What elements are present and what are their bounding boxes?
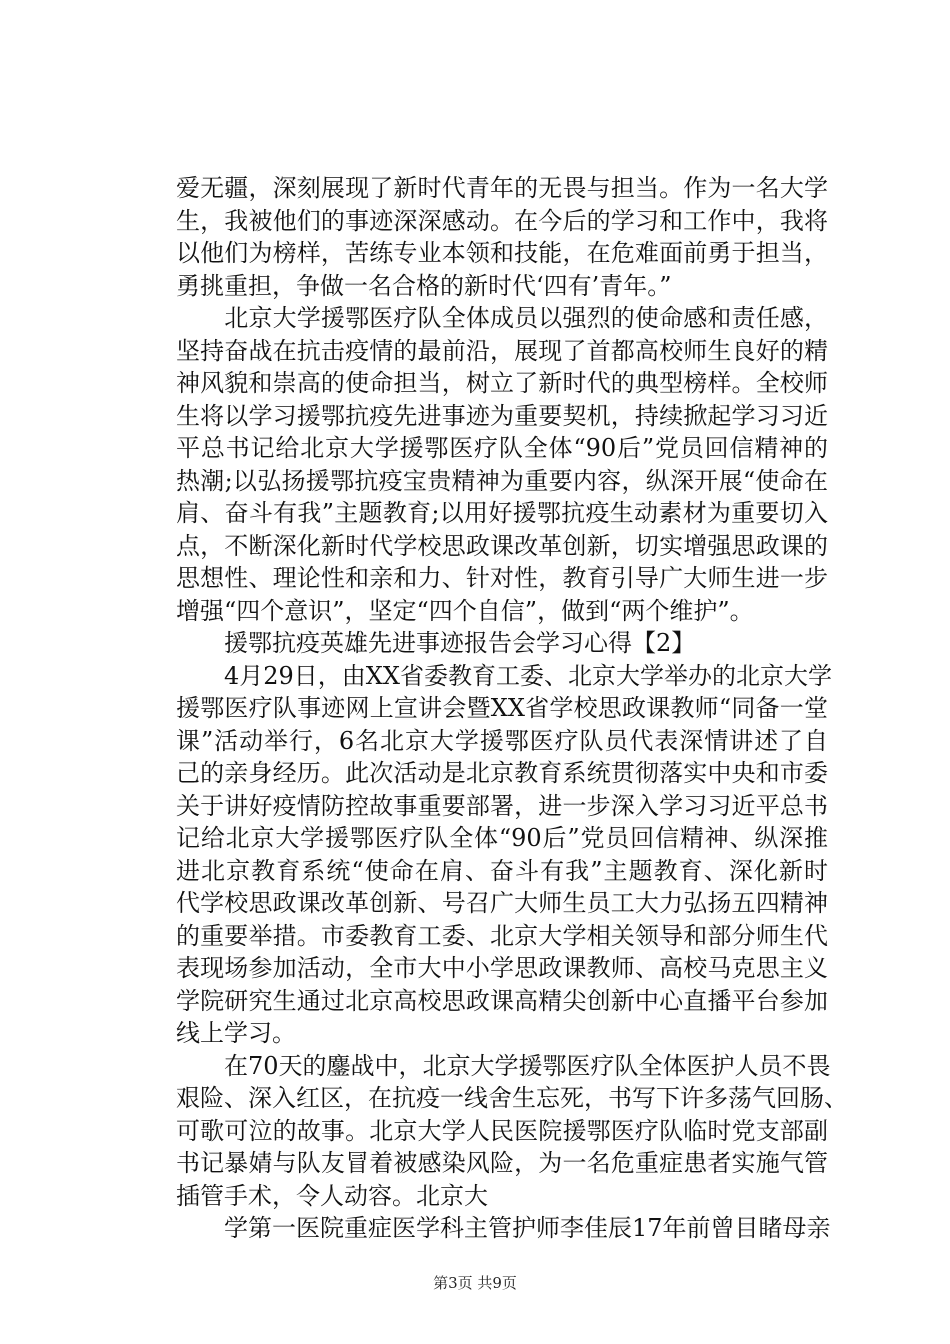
text-line: 北京大学援鄂医疗队全体成员以强烈的使命感和责任感， (176, 304, 828, 332)
text-line: 生将以学习援鄂抗疫先进事迹为重要契机，持续掀起学习习近 (176, 401, 828, 430)
page-footer: 第3页 共9页 (433, 1274, 517, 1292)
text-line: 记给北京大学援鄂医疗队全体“90后”党员回信精神、纵深推 (176, 824, 828, 852)
text-line: 艰险、深入红区，在抗疫一线舍生忘死，书写下许多荡气回肠、 (176, 1084, 848, 1112)
text-line: 生，我被他们的事迹深深感动。在今后的学习和工作中，我将 (176, 206, 828, 235)
text-line: 在70天的鏖战中，北京大学援鄂医疗队全体医护人员不畏 (176, 1051, 831, 1080)
section-heading: 援鄂抗疫英雄先进事迹报告会学习心得【2】 (176, 629, 696, 657)
text-line: 坚持奋战在抗击疫情的最前沿，展现了首都高校师生良好的精 (176, 336, 828, 365)
text-line: 线上学习。 (176, 1019, 296, 1047)
text-line: 爱无疆，深刻展现了新时代青年的无畏与担当。作为一名大学 (176, 174, 828, 202)
text-line: 书记暴婧与队友冒着被感染风险，为一名危重症患者实施气管 (176, 1149, 828, 1177)
text-line: 援鄂医疗队事迹网上宣讲会暨XX省学校思政课教师“同备一堂 (176, 694, 828, 722)
text-line: 4月29日，由XX省委教育工委、北京大学举办的北京大学 (176, 661, 832, 690)
text-line: 平总书记给北京大学援鄂医疗队全体“90后”党员回信精神的 (176, 434, 828, 462)
text-line: 肩、奋斗有我”主题教育;以用好援鄂抗疫生动素材为重要切入 (176, 499, 828, 527)
text-line: 热潮;以弘扬援鄂抗疫宝贵精神为重要内容，纵深开展“使命在 (176, 466, 828, 495)
text-line: 可歌可泣的故事。北京大学人民医院援鄂医疗队临时党支部副 (176, 1116, 828, 1145)
text-line: 思想性、理论性和亲和力、针对性，教育引导广大师生进一步 (176, 564, 828, 592)
text-line: 神风貌和崇高的使命担当，树立了新时代的典型榜样。全校师 (176, 369, 828, 397)
text-line: 的重要举措。市委教育工委、北京大学相关领导和部分师生代 (176, 921, 828, 950)
text-line: 学院研究生通过北京高校思政课高精尖创新中心直播平台参加 (176, 986, 828, 1015)
text-line: 增强“四个意识”，坚定“四个自信”，做到“两个维护”。 (176, 596, 754, 625)
text-line: 代学校思政课改革创新、号召广大师生员工大力弘扬五四精神 (176, 889, 828, 917)
text-line: 进北京教育系统“使命在肩、奋斗有我”主题教育、深化新时 (176, 856, 828, 885)
text-line: 插管手术，令人动容。北京大 (176, 1181, 488, 1210)
text-line: 课”活动举行，6名北京大学援鄂医疗队员代表深情讲述了自 (176, 726, 828, 755)
text-line: 关于讲好疫情防控故事重要部署，进一步深入学习习近平总书 (176, 791, 828, 820)
text-line: 以他们为榜样，苦练专业本领和技能，在危难面前勇于担当， (176, 239, 828, 267)
text-line: 表现场参加活动，全市大中小学思政课教师、高校马克思主义 (176, 954, 828, 982)
document-body (176, 172, 848, 1245)
text-line: 勇挑重担，争做一名合格的新时代‘四有’青年。” (176, 271, 672, 300)
text-line: 点，不断深化新时代学校思政课改革创新，切实增强思政课的 (176, 531, 828, 560)
text-line: 学第一医院重症医学科主管护师李佳辰17年前曾目睹母亲 (176, 1214, 831, 1242)
text-line: 己的亲身经历。此次活动是北京教育系统贯彻落实中央和市委 (176, 759, 828, 787)
